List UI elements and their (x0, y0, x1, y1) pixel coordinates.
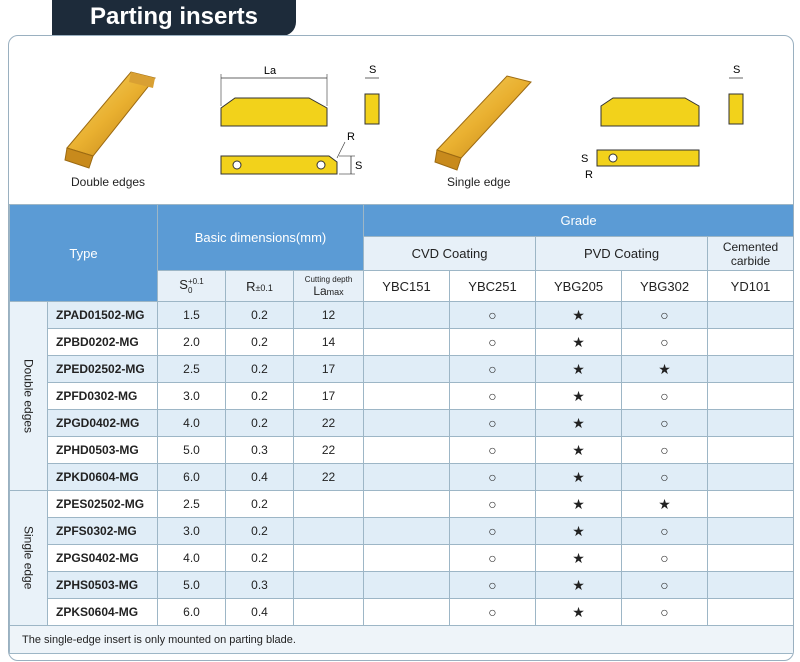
la-cell: 17 (294, 356, 364, 383)
grade-cell-YBC251: ○ (450, 410, 536, 437)
s-cell: 2.5 (158, 356, 226, 383)
grade-cell-YBG205: ★ (536, 302, 622, 329)
header-r: R±0.1 (226, 271, 294, 302)
grade-cell-YBC251: ○ (450, 491, 536, 518)
r-cell: 0.2 (226, 518, 294, 545)
grade-cell-YBG205: ★ (536, 329, 622, 356)
grade-cell-YD101 (708, 356, 794, 383)
la-cell: 22 (294, 437, 364, 464)
double-edge-side-view (221, 65, 327, 126)
r-cell: 0.2 (226, 410, 294, 437)
table-row (10, 599, 794, 626)
header-la: Cutting depth Lamax (294, 271, 364, 302)
grade-cell-YBG205: ★ (536, 356, 622, 383)
single-edge-side-view (601, 98, 699, 126)
grade-cell-YBC251: ○ (450, 518, 536, 545)
model-cell: ZPFD0302-MG (48, 383, 158, 410)
grade-cell-YD101 (708, 572, 794, 599)
r-cell: 0.3 (226, 437, 294, 464)
grade-cell-YBG205: ★ (536, 491, 622, 518)
header-grade-0: YBC151 (364, 271, 450, 302)
table-row (10, 410, 794, 437)
grade-cell-YBC151 (364, 599, 450, 626)
table-row (10, 356, 794, 383)
r-cell: 0.2 (226, 545, 294, 572)
grade-cell-YBC251: ○ (450, 599, 536, 626)
parting-inserts-table (9, 204, 794, 654)
model-cell: ZPGS0402-MG (48, 545, 158, 572)
la-cell: 22 (294, 464, 364, 491)
la-cell: 17 (294, 383, 364, 410)
s-cell: 5.0 (158, 572, 226, 599)
footnote: The single-edge insert is only mounted on parting blade. (10, 626, 794, 654)
grade-cell-YBG302: ○ (622, 545, 708, 572)
s-cell: 6.0 (158, 599, 226, 626)
grade-cell-YBC251: ○ (450, 383, 536, 410)
content-panel (8, 35, 794, 661)
title-banner (52, 0, 296, 36)
table-row (10, 518, 794, 545)
header-grade: Grade (364, 205, 794, 237)
svg-text:R: R (347, 131, 355, 143)
header-s: S+0.1 0 (158, 271, 226, 302)
s-cell: 4.0 (158, 545, 226, 572)
grade-cell-YBG302: ○ (622, 599, 708, 626)
model-cell: ZPED02502-MG (48, 356, 158, 383)
grade-cell-YBG205: ★ (536, 410, 622, 437)
svg-text:S: S (581, 153, 589, 165)
r-cell: 0.4 (226, 599, 294, 626)
s-cell: 4.0 (158, 410, 226, 437)
header-grade-3: YBG302 (622, 271, 708, 302)
group-double-edges: Double edges (10, 302, 48, 491)
grade-cell-YBC251: ○ (450, 329, 536, 356)
r-cell: 0.2 (226, 383, 294, 410)
grade-cell-YBG302: ★ (622, 491, 708, 518)
model-cell: ZPES02502-MG (48, 491, 158, 518)
table-row (10, 464, 794, 491)
grade-cell-YBC151 (364, 464, 450, 491)
grade-cell-YBC151 (364, 356, 450, 383)
table-row (10, 383, 794, 410)
grade-cell-YBC151 (364, 572, 450, 599)
grade-cell-YBC251: ○ (450, 356, 536, 383)
header-grade-1: YBC251 (450, 271, 536, 302)
header-grade-4: YD101 (708, 271, 794, 302)
grade-cell-YBC251: ○ (450, 464, 536, 491)
grade-cell-YBG205: ★ (536, 572, 622, 599)
grade-cell-YD101 (708, 302, 794, 329)
svg-text:S: S (369, 64, 377, 76)
grade-cell-YBG302: ○ (622, 383, 708, 410)
header-basic-dimensions: Basic dimensions(mm) (158, 205, 364, 271)
grade-cell-YBG302: ○ (622, 302, 708, 329)
svg-text:R: R (585, 169, 593, 181)
grade-cell-YBG302: ○ (622, 464, 708, 491)
r-cell: 0.3 (226, 572, 294, 599)
r-cell: 0.4 (226, 464, 294, 491)
s-cell: 2.5 (158, 491, 226, 518)
model-cell: ZPKD0604-MG (48, 464, 158, 491)
header-type: Type (10, 205, 158, 302)
s-cell: 3.0 (158, 518, 226, 545)
model-cell: ZPFS0302-MG (48, 518, 158, 545)
double-edge-top-view (221, 131, 362, 174)
grade-cell-YD101 (708, 437, 794, 464)
s-cell: 5.0 (158, 437, 226, 464)
table-row (10, 572, 794, 599)
r-cell: 0.2 (226, 302, 294, 329)
svg-text:S: S (733, 64, 741, 76)
model-cell: ZPHD0503-MG (48, 437, 158, 464)
table-row (10, 437, 794, 464)
la-cell (294, 518, 364, 545)
grade-cell-YD101 (708, 491, 794, 518)
grade-cell-YBC151 (364, 410, 450, 437)
grade-cell-YBC151 (364, 437, 450, 464)
table-row (10, 545, 794, 572)
la-cell (294, 572, 364, 599)
la-cell (294, 599, 364, 626)
grade-cell-YBG302: ○ (622, 437, 708, 464)
grade-cell-YBG205: ★ (536, 599, 622, 626)
grade-cell-YBG205: ★ (536, 464, 622, 491)
header-cvd: CVD Coating (364, 237, 536, 271)
r-cell: 0.2 (226, 329, 294, 356)
s-cell: 3.0 (158, 383, 226, 410)
s-cell: 2.0 (158, 329, 226, 356)
page-title: Parting inserts (89, 3, 259, 30)
grade-cell-YBG205: ★ (536, 518, 622, 545)
grade-cell-YBC151 (364, 518, 450, 545)
caption-double-edges: Double edges (71, 175, 146, 189)
grade-cell-YBG302: ○ (622, 329, 708, 356)
double-edge-insert-image (65, 72, 155, 168)
s-cell: 6.0 (158, 464, 226, 491)
s-cell: 1.5 (158, 302, 226, 329)
la-cell (294, 491, 364, 518)
model-cell: ZPGD0402-MG (48, 410, 158, 437)
grade-cell-YBG302: ○ (622, 410, 708, 437)
grade-cell-YBC151 (364, 491, 450, 518)
grade-cell-YBG302: ○ (622, 572, 708, 599)
grade-cell-YD101 (708, 464, 794, 491)
grade-cell-YD101 (708, 545, 794, 572)
grade-cell-YBC151 (364, 329, 450, 356)
model-cell: ZPAD01502-MG (48, 302, 158, 329)
model-cell: ZPHS0503-MG (48, 572, 158, 599)
r-cell: 0.2 (226, 356, 294, 383)
r-cell: 0.2 (226, 491, 294, 518)
group-single-edge: Single edge (10, 491, 48, 626)
grade-cell-YBG205: ★ (536, 383, 622, 410)
la-cell: 22 (294, 410, 364, 437)
svg-text:S: S (355, 160, 363, 172)
grade-cell-YD101 (708, 518, 794, 545)
header-grade-2: YBG205 (536, 271, 622, 302)
grade-cell-YBC151 (364, 383, 450, 410)
grade-cell-YBG205: ★ (536, 437, 622, 464)
grade-cell-YD101 (708, 383, 794, 410)
header-pvd: PVD Coating (536, 237, 708, 271)
grade-cell-YBC251: ○ (450, 437, 536, 464)
grade-cell-YD101 (708, 410, 794, 437)
la-cell (294, 545, 364, 572)
grade-cell-YBC251: ○ (450, 572, 536, 599)
table-row (10, 302, 794, 329)
dim-la-label: La (263, 65, 277, 77)
la-cell: 12 (294, 302, 364, 329)
grade-cell-YBG302: ○ (622, 518, 708, 545)
grade-cell-YD101 (708, 599, 794, 626)
grade-cell-YD101 (708, 329, 794, 356)
grade-cell-YBG205: ★ (536, 545, 622, 572)
table-row (10, 329, 794, 356)
table-row (10, 491, 794, 518)
grade-cell-YBC251: ○ (450, 545, 536, 572)
grade-cell-YBC251: ○ (450, 302, 536, 329)
single-edge-insert-image (435, 76, 531, 170)
header-cemented: Cemented carbide (708, 237, 794, 271)
caption-single-edge: Single edge (447, 175, 511, 189)
table-body (10, 302, 794, 626)
model-cell: ZPBD0202-MG (48, 329, 158, 356)
grade-cell-YBG302: ★ (622, 356, 708, 383)
single-edge-end-view (729, 64, 743, 124)
grade-cell-YBC151 (364, 545, 450, 572)
single-edge-top-view (581, 150, 699, 181)
double-edge-end-view (365, 64, 379, 124)
model-cell: ZPKS0604-MG (48, 599, 158, 626)
grade-cell-YBC151 (364, 302, 450, 329)
la-cell: 14 (294, 329, 364, 356)
